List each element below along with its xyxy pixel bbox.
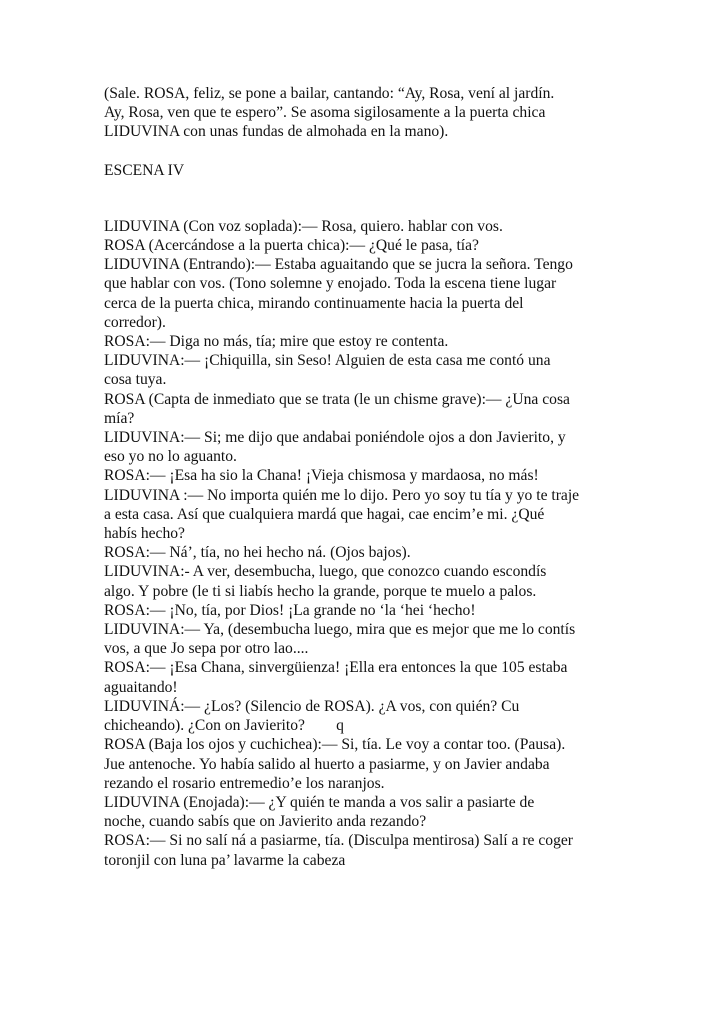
dialogue-line: Jue antenoche. Yo había salido al huerto a pasiarme, y on Javier andaba: [104, 755, 550, 773]
dialogue-line: LIDUVINA:— Ya, (desembucha luego, mira que es mejor que me lo contís: [104, 621, 576, 639]
dialogue-line: LIDUVINA (Entrando):— Estaba aguaitando que se jucra la señora. Tengo: [104, 256, 573, 274]
dialogue-line: que hablar con vos. (Tono solemne y enojado. Toda la escena tiene lugar: [104, 275, 557, 293]
paragraph-spacer: [104, 142, 644, 161]
dialogue-line: vos, a que Jo sepa por otro lao....: [104, 640, 309, 658]
dialogue-line: LIDUVINA:— Si; me dijo que andabai poniéndole ojos a don Javierito, y: [104, 429, 566, 447]
paragraph-spacer: [104, 180, 644, 217]
dialogue-line: LIDUVINA (Enojada):— ¿Y quién te manda a vos salir a pasiarte de: [104, 793, 535, 811]
dialogue-line: noche, cuando sabís que on Javierito anda rezando?: [104, 813, 427, 831]
dialogue-block: [104, 217, 644, 870]
scene-heading: [104, 161, 644, 180]
text-line: (Sale. ROSA, feliz, se pone a bailar, cantando: “Ay, Rosa, vení al jardín.: [104, 85, 555, 102]
text-line: LIDUVINA con unas fundas de almohada en la mano).: [104, 123, 449, 141]
dialogue-line: cosa tuya.: [104, 371, 167, 389]
text-line: Ay, Rosa, ven que te espero”. Se asoma sigilosamente a la puerta chica: [104, 104, 546, 122]
dialogue-line: ROSA:— ¡Esa Chana, sinvergüienza! ¡Ella era entonces la que 105 estaba: [104, 659, 568, 677]
dialogue-line: ROSA:— Diga no más, tía; mire que estoy re contenta.: [104, 333, 449, 351]
dialogue-line: LIDUVINÁ:— ¿Los? (Silencio de ROSA). ¿A vos, con quién? Cu: [104, 697, 520, 715]
dialogue-line: mía?: [104, 409, 135, 427]
dialogue-line: LIDUVINA:— ¡Chiquilla, sin Seso! Alguien de esta casa me contó una: [104, 352, 551, 370]
dialogue-line: rezando el rosario entremedio’e los naranjos.: [104, 774, 385, 792]
dialogue-line: ROSA (Baja los ojos y cuchichea):— Si, tía. Le voy a contar too. (Pausa).: [104, 736, 566, 754]
dialogue-line: aguaitando!: [104, 678, 178, 696]
dialogue-line: ROSA:— Ná’, tía, no hei hecho ná. (Ojos bajos).: [104, 544, 411, 562]
stage-direction-intro: [104, 84, 644, 142]
dialogue-line: algo. Y pobre (le ti si liabís hecho la grande, porque te muelo a palos.: [104, 582, 537, 600]
dialogue-line: LIDUVINA (Con voz soplada):— Rosa, quiero. hablar con vos.: [104, 217, 503, 235]
dialogue-line: habís hecho?: [104, 525, 185, 543]
dialogue-line: corredor).: [104, 313, 166, 331]
dialogue-line: LIDUVINA :— No importa quién me lo dijo. Pero yo soy tu tía y yo te traje: [104, 486, 580, 504]
dialogue-line: LIDUVINA:- A ver, desembucha, luego, que conozco cuando escondís: [104, 563, 547, 581]
dialogue-line: ROSA (Capta de inmediato que se trata (le un chisme grave):— ¿Una cosa: [104, 390, 570, 408]
dialogue-line: toronjil con luna pa’ lavarme la cabeza: [104, 851, 346, 869]
document-page: [104, 84, 644, 870]
dialogue-line: ROSA:— ¡No, tía, por Dios! ¡La grande no ‘la ‘hei ‘hecho!: [104, 601, 476, 619]
dialogue-line: ROSA (Acercándose a la puerta chica):— ¿Qué le pasa, tía?: [104, 237, 479, 255]
dialogue-line: ROSA:— ¡Esa ha sio la Chana! ¡Vieja chismosa y mardaosa, no más!: [104, 467, 539, 485]
dialogue-line: cerca de la puerta chica, mirando continuamente hacia la puerta del: [104, 294, 524, 312]
dialogue-line: a esta casa. Así que cualquiera mardá que hagai, cae encim’e mi. ¿Qué: [104, 505, 545, 523]
dialogue-line: eso yo no lo aguanto.: [104, 448, 237, 466]
scene-heading-text: ESCENA IV: [104, 161, 185, 179]
dialogue-line: chicheando). ¿Con on Javierito? q: [104, 717, 344, 735]
dialogue-line: ROSA:— Si no salí ná a pasiarme, tía. (Disculpa mentirosa) Salí a re coger: [104, 832, 573, 850]
